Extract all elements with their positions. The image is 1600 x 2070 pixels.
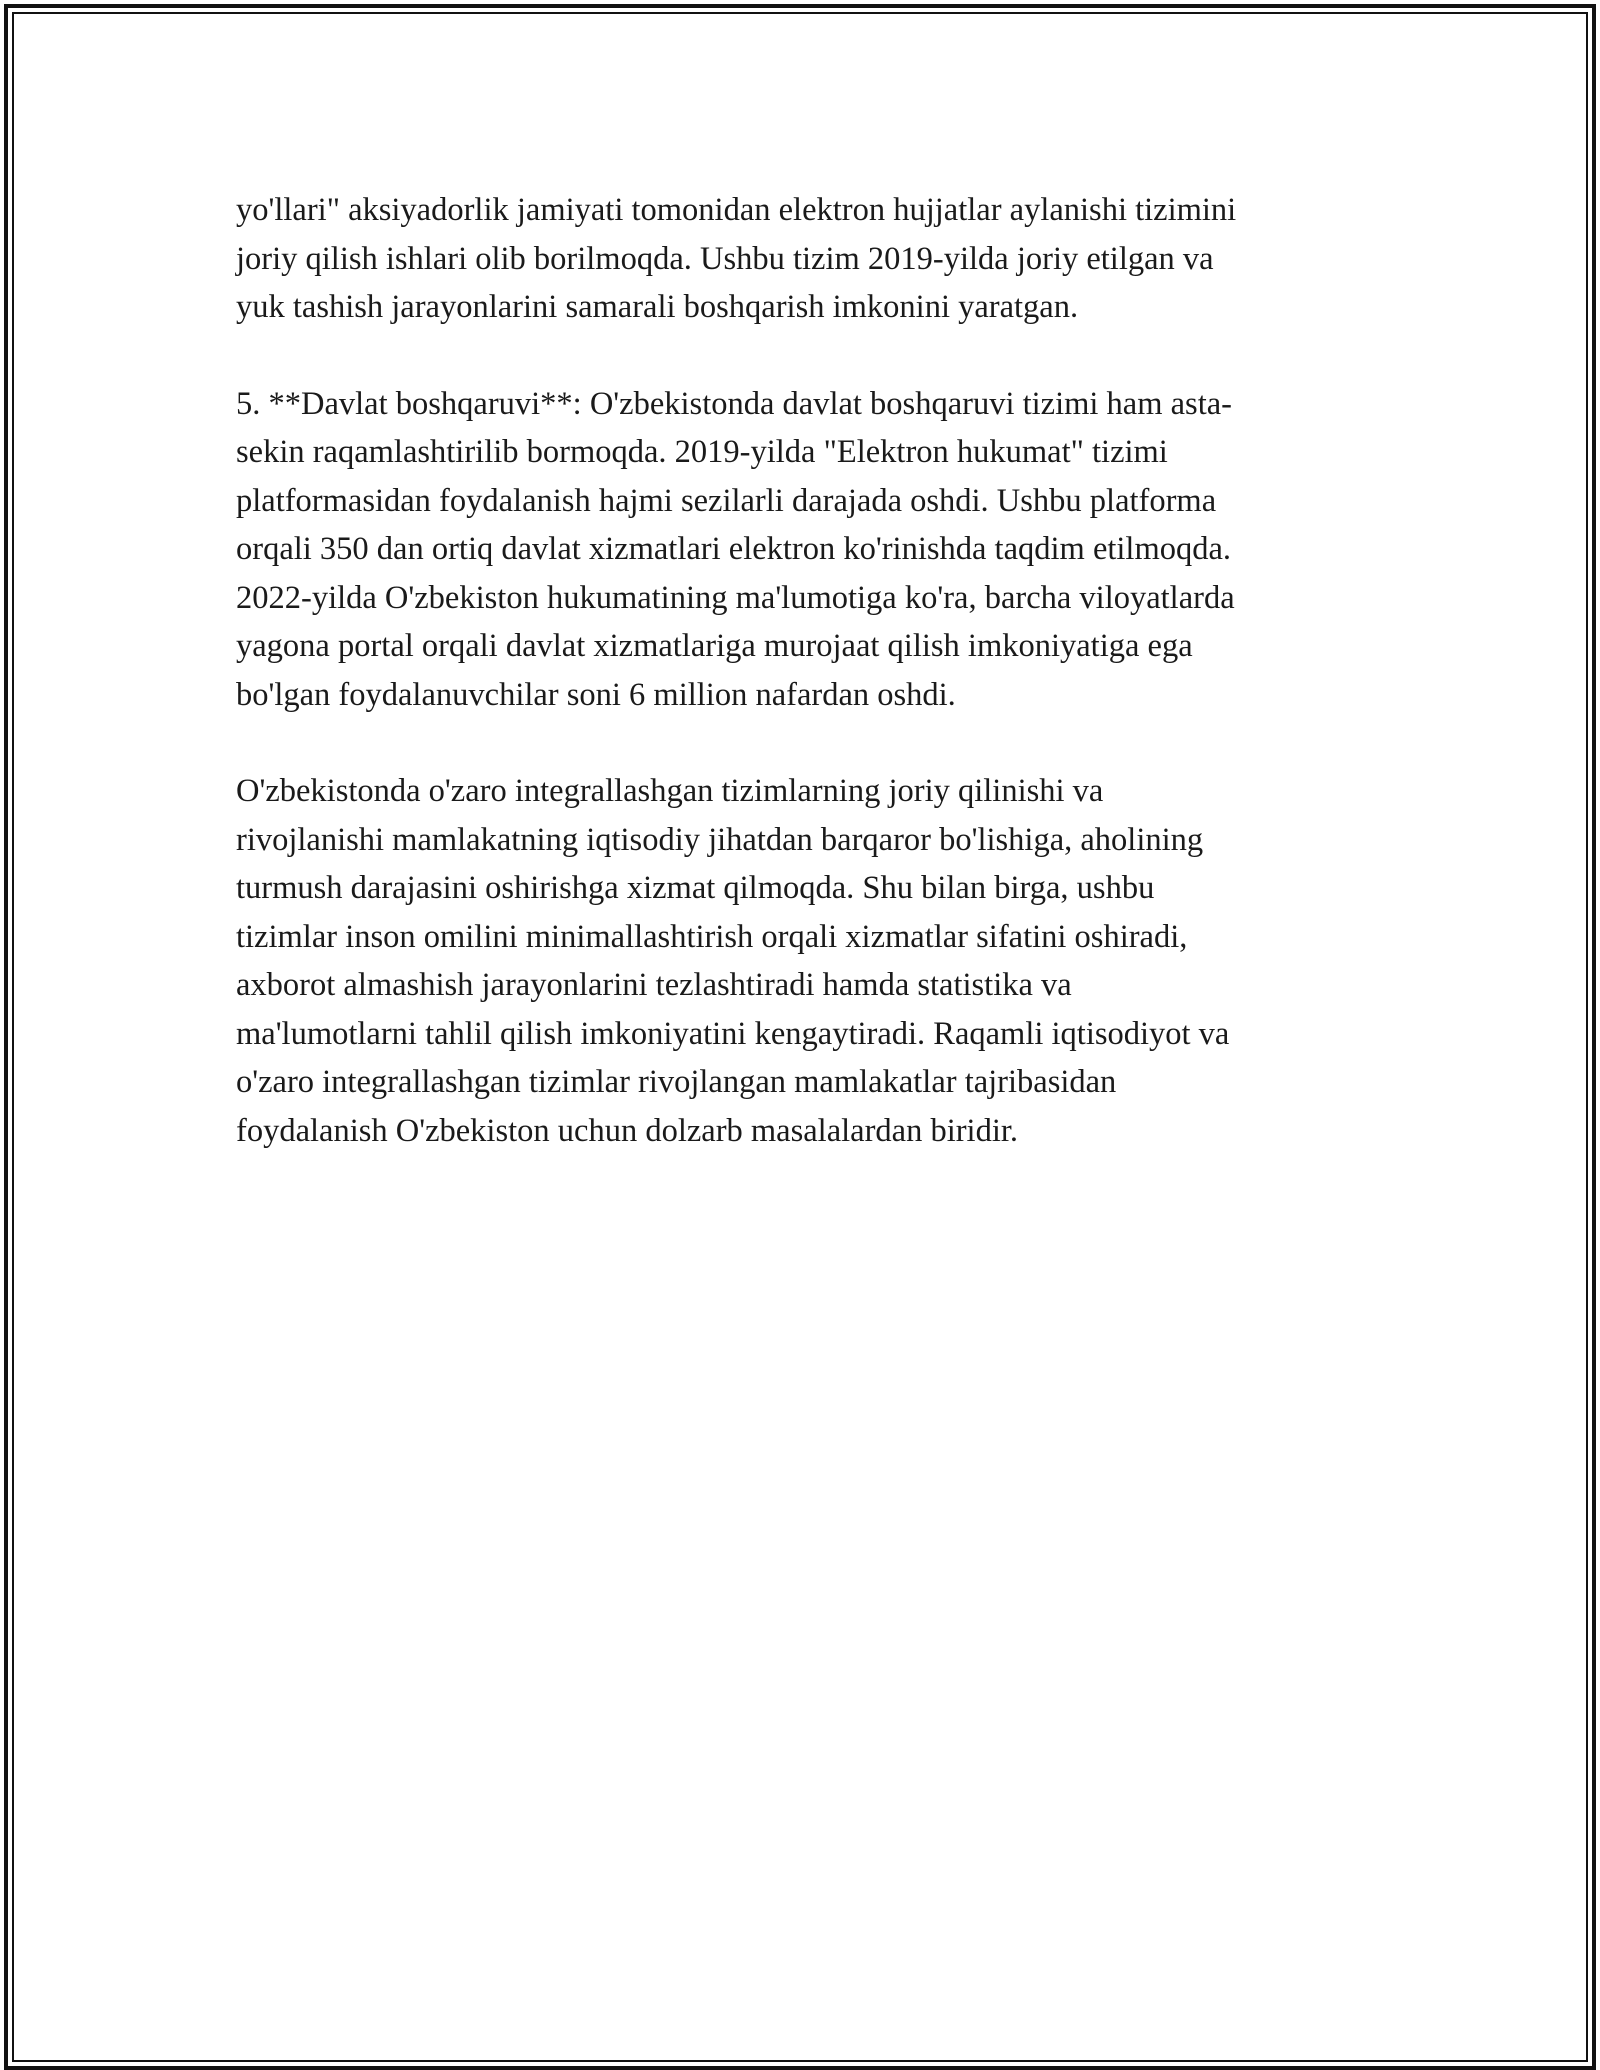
text-line: joriy qilish ishlari olib borilmoqda. Ushbu tizim 2019-yilda joriy etilgan va <box>236 240 1214 277</box>
text-line: 5. **Davlat boshqaruvi**: O'zbekistonda davlat boshqaruvi tizimi ham asta- <box>236 385 1232 422</box>
text-line: 2022-yilda O'zbekiston hukumatining ma'lumotiga ko'ra, barcha viloyatlarda <box>236 579 1235 616</box>
paragraph-conclusion <box>236 767 1372 1155</box>
text-line: yuk tashish jarayonlarini samarali boshqarish imkonini yaratgan. <box>236 289 1079 325</box>
text-line: platformasidan foydalanish hajmi sezilarli darajada oshdi. Ushbu platforma <box>236 482 1217 519</box>
paragraph-davlat-boshqaruvi <box>236 380 1372 720</box>
text-line: foydalanish O'zbekiston uchun dolzarb masalalardan biridir. <box>236 1112 1019 1149</box>
text-line: sekin raqamlashtirilib bormoqda. 2019-yilda "Elektron hukumat" tizimi <box>236 434 1168 470</box>
text-line: turmush darajasini oshirishga xizmat qilmoqda. Shu bilan birga, ushbu <box>236 870 1155 906</box>
text-line: rivojlanishi mamlakatning iqtisodiy jihatdan barqaror bo'lishiga, aholining <box>236 821 1204 858</box>
document-body <box>236 186 1372 1203</box>
text-line: orqali 350 dan ortiq davlat xizmatlari elektron ko'rinishda taqdim etilmoqda. <box>236 531 1232 567</box>
text-line: ma'lumotlarni tahlil qilish imkoniyatini kengaytiradi. Raqamli iqtisodiyot va <box>236 1015 1230 1052</box>
text-line: yagona portal orqali davlat xizmatlariga murojaat qilish imkoniyatiga ega <box>236 628 1193 664</box>
text-line: bo'lgan foydalanuvchilar soni 6 million nafardan oshdi. <box>236 676 956 713</box>
paragraph-transport <box>236 186 1372 332</box>
text-line: yo'llari" aksiyadorlik jamiyati tomonidan elektron hujjatlar aylanishi tizimini <box>236 192 1237 228</box>
text-line: axborot almashish jarayonlarini tezlashtiradi hamda statistika va <box>236 967 1072 1003</box>
text-line: O'zbekistonda o'zaro integrallashgan tizimlarning joriy qilinishi va <box>236 773 1104 809</box>
text-line: tizimlar inson omilini minimallashtirish orqali xizmatlar sifatini oshiradi, <box>236 918 1188 955</box>
text-line: o'zaro integrallashgan tizimlar rivojlangan mamlakatlar tajribasidan <box>236 1064 1117 1100</box>
